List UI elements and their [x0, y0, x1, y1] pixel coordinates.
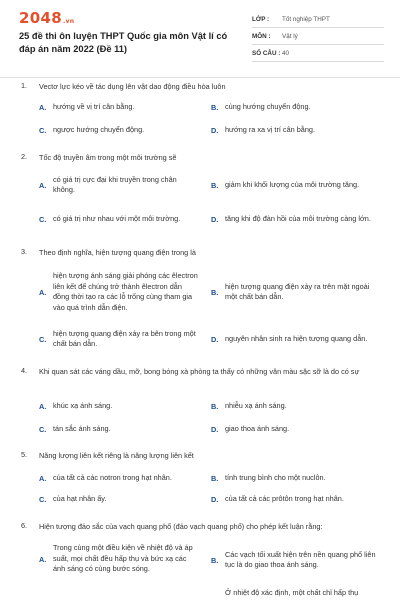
option-label: B. [211, 180, 219, 190]
option-label: A. [39, 180, 47, 190]
option-text: của tất cả các prôtôn trong hạt nhân. [225, 493, 344, 503]
meta-row-class [252, 11, 384, 28]
option-label: D. [211, 334, 219, 344]
option-text: tăng khi độ đàn hồi của môi trường càng lớn. [225, 213, 371, 223]
option-label: A. [39, 401, 47, 411]
option-label: A. [39, 473, 47, 483]
option-text: tán sắc ánh sáng. [53, 423, 111, 433]
option-a[interactable] [39, 101, 199, 113]
option-label: A. [39, 102, 47, 112]
option-text: tính trung bình cho một nuclôn. [225, 472, 326, 482]
option-text: hiện tượng ánh sáng giải phóng các êlectron liên kết để chúng trở thành êlectron dẫn đồng thời tạo ra các lỗ trống cùng tham gia vào quá trình dẫn điện. [53, 271, 198, 312]
logo-text: 2048 [19, 9, 62, 27]
question-text: Tốc độ truyền âm trong một môi trường sẽ [39, 153, 177, 162]
option-text: giảm khi khối lượng của môi trường tăng. [225, 179, 360, 189]
option-text: hướng ra xa vị trí cân bằng. [225, 124, 315, 134]
meta-value: Tốt nghiệp THPT [282, 15, 330, 23]
option-a[interactable] [39, 400, 199, 412]
option-label: A. [39, 554, 47, 564]
question-text: Năng lượng liên kết riêng là năng lượng liên kết [39, 451, 194, 460]
option-text: ngược hướng chuyển động. [53, 124, 145, 134]
option-c[interactable] [39, 327, 199, 351]
option-text: Các vạch tối xuất hiện trên nền quang phổ liên tục là do giao thoa ánh sáng. [225, 549, 376, 569]
option-c[interactable] [39, 493, 199, 505]
option-b[interactable] [211, 400, 381, 412]
option-text: hướng về vị trí cân bằng. [53, 101, 135, 111]
option-label: C. [39, 214, 47, 224]
option-a[interactable] [39, 541, 199, 577]
option-a[interactable] [39, 173, 199, 197]
option-text: nguyên nhân sinh ra hiện tượng quang dẫn. [225, 333, 368, 343]
option-a[interactable] [39, 472, 199, 484]
question-number: 3. [21, 247, 28, 256]
option-c[interactable] [39, 423, 199, 435]
option-label: D. [211, 494, 219, 504]
meta-key: LỚP : [252, 15, 270, 23]
option-a[interactable] [39, 268, 199, 316]
option-text: Ở nhiệt độ xác định, một chất chỉ hấp thụ [225, 587, 359, 597]
option-d[interactable] [211, 587, 381, 599]
option-label: B. [211, 401, 219, 411]
logo-suffix: .vn [62, 18, 75, 25]
option-label: D. [211, 424, 219, 434]
option-label: A. [39, 287, 47, 297]
option-b[interactable] [211, 280, 381, 304]
option-d[interactable] [211, 208, 381, 230]
option-b[interactable] [211, 548, 381, 572]
option-label: C. [39, 334, 47, 344]
document-title: 25 đề thi ôn luyện THPT Quốc gia môn Vật lí có đáp án năm 2022 (Đề 11) [19, 31, 228, 54]
question-text: Vectơ lực kéo về tác dụng lên vật dao động điều hòa luôn [39, 82, 226, 91]
option-label: B. [211, 287, 219, 297]
option-d[interactable] [211, 423, 381, 435]
option-text: có giá trị cực đại khi truyền trong chân không. [53, 174, 177, 194]
option-b[interactable] [211, 173, 381, 197]
option-label: B. [211, 473, 219, 483]
meta-info [252, 11, 384, 62]
question-number: 6. [21, 521, 28, 530]
question-number: 1. [21, 81, 28, 90]
option-text: giao thoa ánh sáng. [225, 423, 290, 433]
option-b[interactable] [211, 101, 381, 113]
site-logo[interactable] [19, 9, 74, 27]
header-divider [0, 77, 400, 78]
option-text: khúc xạ ánh sáng. [53, 400, 113, 410]
meta-value: 40 [282, 49, 290, 57]
option-d[interactable] [211, 493, 381, 505]
option-label: C. [39, 125, 47, 135]
option-text: có giá trị như nhau với một môi trường. [53, 213, 181, 223]
option-label: D. [211, 214, 219, 224]
document-header [0, 0, 400, 76]
option-label: C. [39, 424, 47, 434]
question-text: Khi quan sát các váng dầu, mỡ, bong bóng xà phòng ta thấy có những vân màu sặc sỡ là do có sự [39, 367, 360, 376]
option-text: Trong cùng một điều kiện về nhiệt độ và áp suất, mọi chất đều hấp thụ và bức xạ các ánh sáng có cùng bước sóng. [53, 543, 193, 574]
option-c[interactable] [39, 208, 199, 230]
meta-value: Vật lý [282, 32, 298, 40]
option-text: của tất cả các notron trong hạt nhân. [53, 472, 172, 482]
option-d[interactable] [211, 124, 381, 136]
meta-key: MÔN : [252, 32, 271, 40]
question-number: 4. [21, 366, 28, 375]
question-number: 2. [21, 152, 28, 161]
option-label: B. [211, 102, 219, 112]
option-label: D. [211, 125, 219, 135]
option-c[interactable] [39, 124, 199, 136]
option-label: B. [211, 555, 219, 565]
meta-row-count [252, 45, 384, 62]
option-b[interactable] [211, 472, 381, 484]
meta-key: SỐ CÂU : [252, 49, 281, 57]
question-number: 5. [21, 450, 28, 459]
meta-row-subject [252, 28, 384, 45]
option-text: nhiễu xạ ánh sáng. [225, 400, 287, 410]
question-text: Hiện tượng đảo sắc của vạch quang phổ (đảo vạch quang phổ) cho phép kết luận rằng: [39, 522, 323, 531]
option-d[interactable] [211, 327, 381, 351]
option-text: cùng hướng chuyển động. [225, 101, 311, 111]
option-text: hiện tượng quang điện xảy ra bên trong một chất bán dẫn. [53, 328, 196, 348]
question-text: Theo định nghĩa, hiện tượng quang điện trong là [39, 248, 196, 257]
option-text: của hạt nhân ấy. [53, 493, 107, 503]
option-text: hiện tượng quang điện xảy ra trên mặt ngoài một chất bán dẫn. [225, 281, 370, 301]
option-label: C. [39, 494, 47, 504]
